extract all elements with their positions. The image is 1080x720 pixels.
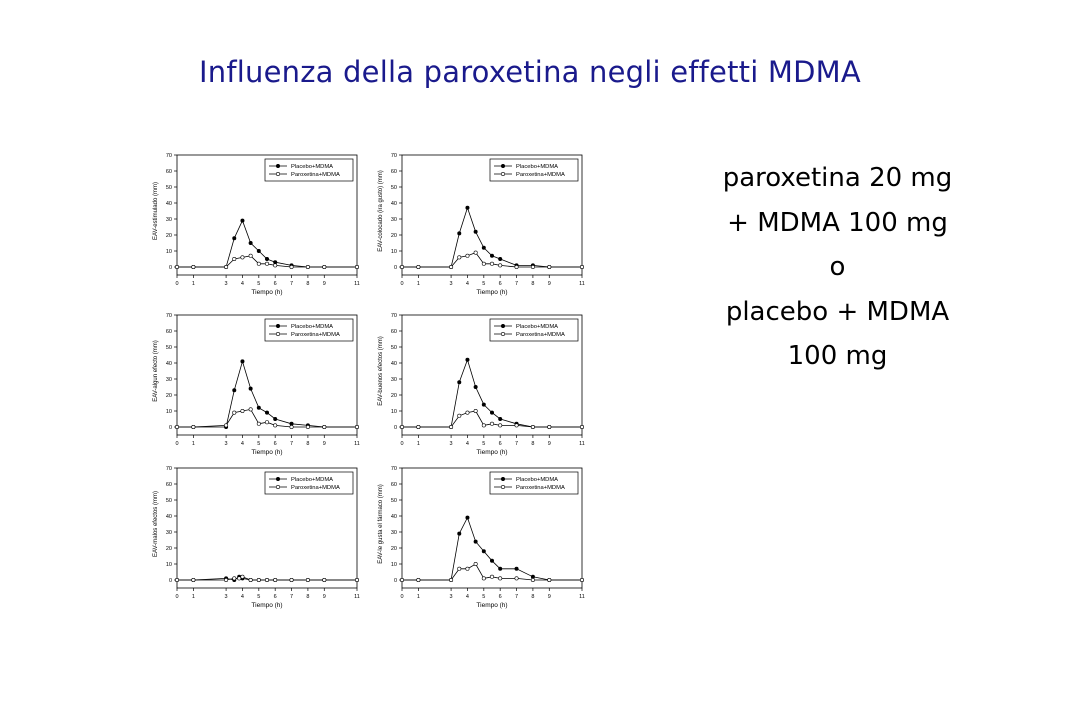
x-tick-label: 3 — [449, 594, 453, 600]
data-point-paroxetina — [490, 575, 493, 578]
y-tick-label: 40 — [165, 201, 172, 207]
legend-label: Placebo+MDMA — [291, 477, 334, 483]
y-tick-label: 50 — [165, 185, 172, 191]
y-tick-label: 0 — [168, 265, 172, 271]
y-tick-label: 60 — [165, 329, 172, 335]
data-point-placebo — [249, 387, 252, 390]
data-point-placebo — [466, 516, 469, 519]
legend-marker — [276, 485, 279, 488]
y-axis-label: EAV-malos efectos (mm) — [153, 491, 159, 557]
x-tick-label: 5 — [257, 281, 261, 287]
data-point-paroxetina — [417, 578, 420, 581]
data-point-paroxetina — [466, 254, 469, 257]
legend-label: Paroxetina+MDMA — [291, 172, 340, 178]
data-point-paroxetina — [466, 411, 469, 414]
data-point-paroxetina — [515, 577, 518, 580]
data-point-paroxetina — [531, 578, 534, 581]
x-axis-label: Tiempo (h) — [476, 289, 508, 296]
x-tick-label: 9 — [547, 594, 551, 600]
x-axis-label: Tiempo (h) — [251, 289, 283, 296]
data-point-paroxetina — [273, 264, 276, 267]
x-tick-label: 5 — [482, 281, 486, 287]
data-point-paroxetina — [548, 265, 551, 268]
y-tick-label: 40 — [390, 361, 397, 367]
data-point-placebo — [531, 575, 534, 578]
data-point-paroxetina — [241, 409, 244, 412]
x-tick-label: 8 — [531, 441, 535, 447]
data-point-paroxetina — [482, 577, 485, 580]
y-tick-label: 50 — [390, 185, 397, 191]
data-point-placebo — [498, 567, 501, 570]
y-axis-label: EAV-estimulado (mm) — [153, 182, 159, 240]
x-axis-label: Tiempo (h) — [476, 449, 508, 456]
chart-panel — [153, 153, 360, 296]
legend-label: Placebo+MDMA — [516, 164, 559, 170]
x-tick-label: 7 — [290, 281, 294, 287]
data-point-paroxetina — [224, 578, 227, 581]
series-line — [177, 361, 357, 427]
legend-marker — [276, 324, 279, 327]
y-tick-label: 10 — [165, 562, 172, 568]
side-caption — [660, 156, 1015, 379]
y-tick-label: 70 — [165, 313, 172, 319]
data-point-paroxetina — [175, 265, 178, 268]
data-point-paroxetina — [548, 578, 551, 581]
data-point-placebo — [257, 406, 260, 409]
x-tick-label: 9 — [547, 441, 551, 447]
data-point-paroxetina — [355, 265, 358, 268]
data-point-paroxetina — [224, 424, 227, 427]
y-tick-label: 20 — [165, 393, 172, 399]
y-tick-label: 50 — [165, 345, 172, 351]
data-point-paroxetina — [306, 425, 309, 428]
x-tick-label: 9 — [547, 281, 551, 287]
x-tick-label: 11 — [354, 594, 360, 600]
x-tick-label: 0 — [175, 281, 179, 287]
x-tick-label: 1 — [191, 594, 195, 600]
data-point-paroxetina — [265, 262, 268, 265]
data-point-paroxetina — [417, 265, 420, 268]
data-point-paroxetina — [323, 578, 326, 581]
y-tick-label: 70 — [165, 153, 172, 159]
side-caption-line: paroxetina 20 mg — [722, 163, 953, 193]
chart-grid — [145, 140, 605, 610]
x-tick-label: 9 — [322, 281, 326, 287]
data-point-placebo — [273, 417, 276, 420]
data-point-paroxetina — [580, 425, 583, 428]
y-tick-label: 0 — [393, 425, 397, 431]
x-tick-label: 6 — [498, 281, 502, 287]
x-tick-label: 11 — [579, 281, 585, 287]
legend-marker — [276, 164, 279, 167]
x-tick-label: 0 — [175, 594, 179, 600]
y-tick-label: 10 — [390, 562, 397, 568]
x-tick-label: 4 — [465, 281, 469, 287]
legend-label: Paroxetina+MDMA — [291, 485, 340, 491]
legend-marker — [501, 164, 504, 167]
y-tick-label: 20 — [390, 546, 397, 552]
side-caption-line: o — [829, 252, 846, 282]
data-point-paroxetina — [249, 408, 252, 411]
data-point-paroxetina — [290, 578, 293, 581]
data-point-paroxetina — [458, 256, 461, 259]
data-point-paroxetina — [233, 257, 236, 260]
x-tick-label: 5 — [257, 594, 261, 600]
data-point-paroxetina — [466, 567, 469, 570]
data-point-placebo — [482, 246, 485, 249]
x-tick-label: 0 — [400, 594, 404, 600]
data-point-paroxetina — [273, 424, 276, 427]
x-tick-label: 8 — [306, 281, 310, 287]
data-point-placebo — [482, 403, 485, 406]
legend-marker — [276, 477, 279, 480]
x-tick-label: 4 — [240, 441, 244, 447]
x-tick-label: 1 — [416, 594, 420, 600]
x-tick-label: 1 — [191, 441, 195, 447]
data-point-placebo — [490, 559, 493, 562]
x-tick-label: 0 — [400, 281, 404, 287]
data-point-placebo — [249, 241, 252, 244]
x-tick-label: 6 — [498, 441, 502, 447]
x-tick-label: 7 — [515, 281, 519, 287]
data-point-paroxetina — [515, 424, 518, 427]
legend-marker — [501, 485, 504, 488]
legend-marker — [276, 332, 279, 335]
x-tick-label: 8 — [531, 594, 535, 600]
x-tick-label: 11 — [579, 441, 585, 447]
side-caption-line: + MDMA 100 mg — [727, 207, 948, 238]
x-tick-label: 1 — [416, 441, 420, 447]
x-tick-label: 3 — [449, 281, 453, 287]
y-axis-label: EAV-buenos efectos (mm) — [378, 336, 384, 406]
x-tick-label: 4 — [240, 281, 244, 287]
data-point-paroxetina — [257, 578, 260, 581]
data-point-placebo — [265, 257, 268, 260]
data-point-paroxetina — [241, 256, 244, 259]
y-axis-label: EAV-colocado (ira gusto) (mm) — [378, 170, 384, 252]
data-point-paroxetina — [474, 409, 477, 412]
legend-label: Paroxetina+MDMA — [291, 332, 340, 338]
y-tick-label: 40 — [165, 361, 172, 367]
legend-marker — [501, 332, 504, 335]
data-point-paroxetina — [175, 578, 178, 581]
data-point-placebo — [290, 422, 293, 425]
x-tick-label: 8 — [306, 594, 310, 600]
x-tick-label: 11 — [354, 281, 360, 287]
data-point-paroxetina — [273, 578, 276, 581]
x-tick-label: 7 — [290, 594, 294, 600]
x-tick-label: 6 — [273, 594, 277, 600]
y-tick-label: 60 — [390, 329, 397, 335]
y-tick-label: 60 — [390, 169, 397, 175]
x-tick-label: 3 — [449, 441, 453, 447]
y-axis-label: EAV-le gusta el fármaco (mm) — [378, 484, 384, 564]
series-line — [402, 360, 582, 427]
data-point-paroxetina — [490, 262, 493, 265]
y-tick-label: 70 — [390, 466, 397, 472]
data-point-paroxetina — [498, 577, 501, 580]
y-tick-label: 30 — [165, 530, 172, 536]
y-tick-label: 70 — [165, 466, 172, 472]
y-tick-label: 30 — [390, 530, 397, 536]
data-point-paroxetina — [449, 265, 452, 268]
y-tick-label: 60 — [165, 482, 172, 488]
data-point-paroxetina — [580, 265, 583, 268]
data-point-paroxetina — [490, 422, 493, 425]
data-point-placebo — [265, 411, 268, 414]
chart-panel — [378, 153, 585, 296]
chart-panel — [153, 313, 360, 456]
x-tick-label: 1 — [416, 281, 420, 287]
y-tick-label: 30 — [390, 217, 397, 223]
data-point-placebo — [466, 358, 469, 361]
y-tick-label: 20 — [165, 233, 172, 239]
x-tick-label: 6 — [498, 594, 502, 600]
y-tick-label: 30 — [390, 377, 397, 383]
data-point-paroxetina — [400, 265, 403, 268]
legend-label: Paroxetina+MDMA — [516, 172, 565, 178]
x-tick-label: 5 — [482, 441, 486, 447]
data-point-paroxetina — [290, 425, 293, 428]
x-tick-label: 8 — [306, 441, 310, 447]
x-tick-label: 4 — [465, 594, 469, 600]
data-point-paroxetina — [306, 265, 309, 268]
x-tick-label: 0 — [175, 441, 179, 447]
y-tick-label: 60 — [165, 169, 172, 175]
x-tick-label: 11 — [579, 594, 585, 600]
y-axis-label: EAV-algun efecto (mm) — [153, 340, 159, 402]
y-tick-label: 0 — [393, 265, 397, 271]
x-tick-label: 7 — [515, 594, 519, 600]
data-point-paroxetina — [224, 265, 227, 268]
data-point-paroxetina — [515, 265, 518, 268]
x-tick-label: 4 — [240, 594, 244, 600]
data-point-placebo — [490, 411, 493, 414]
data-point-placebo — [474, 385, 477, 388]
data-point-paroxetina — [265, 421, 268, 424]
data-point-placebo — [458, 381, 461, 384]
legend-label: Paroxetina+MDMA — [516, 485, 565, 491]
data-point-paroxetina — [241, 575, 244, 578]
x-tick-label: 9 — [322, 594, 326, 600]
data-point-paroxetina — [249, 254, 252, 257]
y-tick-label: 40 — [165, 514, 172, 520]
series-line — [402, 208, 582, 267]
data-point-placebo — [273, 261, 276, 264]
data-point-paroxetina — [192, 265, 195, 268]
y-tick-label: 50 — [390, 345, 397, 351]
y-tick-label: 50 — [165, 498, 172, 504]
y-tick-label: 10 — [165, 249, 172, 255]
chart-panel — [153, 466, 360, 609]
y-tick-label: 20 — [165, 546, 172, 552]
y-tick-label: 40 — [390, 514, 397, 520]
data-point-paroxetina — [531, 425, 534, 428]
y-tick-label: 10 — [165, 409, 172, 415]
x-tick-label: 3 — [224, 594, 228, 600]
legend-label: Placebo+MDMA — [291, 324, 334, 330]
data-point-paroxetina — [306, 578, 309, 581]
data-point-placebo — [474, 540, 477, 543]
data-point-placebo — [498, 257, 501, 260]
legend-marker — [501, 324, 504, 327]
x-axis-label: Tiempo (h) — [476, 602, 508, 609]
data-point-paroxetina — [458, 414, 461, 417]
legend-marker — [501, 172, 504, 175]
x-tick-label: 9 — [322, 441, 326, 447]
legend-marker — [276, 172, 279, 175]
data-point-paroxetina — [249, 578, 252, 581]
y-tick-label: 30 — [165, 377, 172, 383]
data-point-paroxetina — [482, 424, 485, 427]
legend-label: Placebo+MDMA — [516, 324, 559, 330]
data-point-placebo — [482, 550, 485, 553]
data-point-paroxetina — [482, 262, 485, 265]
data-point-placebo — [474, 230, 477, 233]
y-tick-label: 20 — [390, 233, 397, 239]
y-tick-label: 10 — [390, 409, 397, 415]
x-axis-label: Tiempo (h) — [251, 449, 283, 456]
chart-panel — [378, 313, 585, 456]
y-tick-label: 0 — [168, 425, 172, 431]
data-point-placebo — [233, 237, 236, 240]
data-point-paroxetina — [498, 424, 501, 427]
slide-title: Influenza della paroxetina negli effetti MDMA — [199, 55, 861, 89]
y-tick-label: 0 — [393, 578, 397, 584]
data-point-paroxetina — [498, 264, 501, 267]
y-tick-label: 70 — [390, 313, 397, 319]
y-tick-label: 0 — [168, 578, 172, 584]
data-point-paroxetina — [449, 425, 452, 428]
y-tick-label: 20 — [390, 393, 397, 399]
x-tick-label: 7 — [515, 441, 519, 447]
side-caption-line: placebo + MDMA — [725, 296, 950, 327]
data-point-paroxetina — [417, 425, 420, 428]
legend-label: Placebo+MDMA — [516, 477, 559, 483]
y-tick-label: 40 — [390, 201, 397, 207]
x-tick-label: 4 — [465, 441, 469, 447]
data-point-paroxetina — [257, 422, 260, 425]
data-point-placebo — [241, 219, 244, 222]
side-caption-line: 100 mg — [787, 341, 888, 371]
data-point-paroxetina — [458, 567, 461, 570]
chart-panel — [378, 466, 585, 609]
data-point-paroxetina — [192, 425, 195, 428]
data-point-paroxetina — [323, 265, 326, 268]
x-tick-label: 8 — [531, 281, 535, 287]
x-tick-label: 5 — [257, 441, 261, 447]
data-point-paroxetina — [474, 251, 477, 254]
data-point-paroxetina — [233, 411, 236, 414]
data-point-placebo — [515, 567, 518, 570]
data-point-paroxetina — [355, 425, 358, 428]
x-tick-label: 6 — [273, 281, 277, 287]
y-tick-label: 60 — [390, 482, 397, 488]
x-tick-label: 7 — [290, 441, 294, 447]
x-tick-label: 3 — [224, 281, 228, 287]
data-point-paroxetina — [233, 577, 236, 580]
data-point-paroxetina — [400, 578, 403, 581]
data-point-paroxetina — [237, 577, 240, 580]
data-point-paroxetina — [265, 578, 268, 581]
data-point-paroxetina — [400, 425, 403, 428]
data-point-placebo — [257, 249, 260, 252]
x-tick-label: 6 — [273, 441, 277, 447]
data-point-paroxetina — [257, 262, 260, 265]
data-point-paroxetina — [290, 265, 293, 268]
y-tick-label: 10 — [390, 249, 397, 255]
data-point-paroxetina — [355, 578, 358, 581]
series-line — [402, 518, 582, 580]
y-tick-label: 70 — [390, 153, 397, 159]
x-tick-label: 3 — [224, 441, 228, 447]
data-point-placebo — [233, 389, 236, 392]
data-point-paroxetina — [323, 425, 326, 428]
data-point-placebo — [490, 254, 493, 257]
data-point-paroxetina — [531, 265, 534, 268]
data-point-paroxetina — [449, 578, 452, 581]
data-point-paroxetina — [474, 562, 477, 565]
x-tick-label: 11 — [354, 441, 360, 447]
y-tick-label: 30 — [165, 217, 172, 223]
data-point-placebo — [458, 232, 461, 235]
data-point-paroxetina — [548, 425, 551, 428]
legend-label: Paroxetina+MDMA — [516, 332, 565, 338]
data-point-placebo — [458, 532, 461, 535]
data-point-paroxetina — [175, 425, 178, 428]
x-tick-label: 0 — [400, 441, 404, 447]
data-point-placebo — [466, 206, 469, 209]
x-axis-label: Tiempo (h) — [251, 602, 283, 609]
x-tick-label: 1 — [191, 281, 195, 287]
data-point-paroxetina — [580, 578, 583, 581]
data-point-placebo — [498, 417, 501, 420]
x-tick-label: 5 — [482, 594, 486, 600]
y-tick-label: 50 — [390, 498, 397, 504]
data-point-paroxetina — [192, 578, 195, 581]
data-point-placebo — [241, 360, 244, 363]
legend-marker — [501, 477, 504, 480]
legend-label: Placebo+MDMA — [291, 164, 334, 170]
